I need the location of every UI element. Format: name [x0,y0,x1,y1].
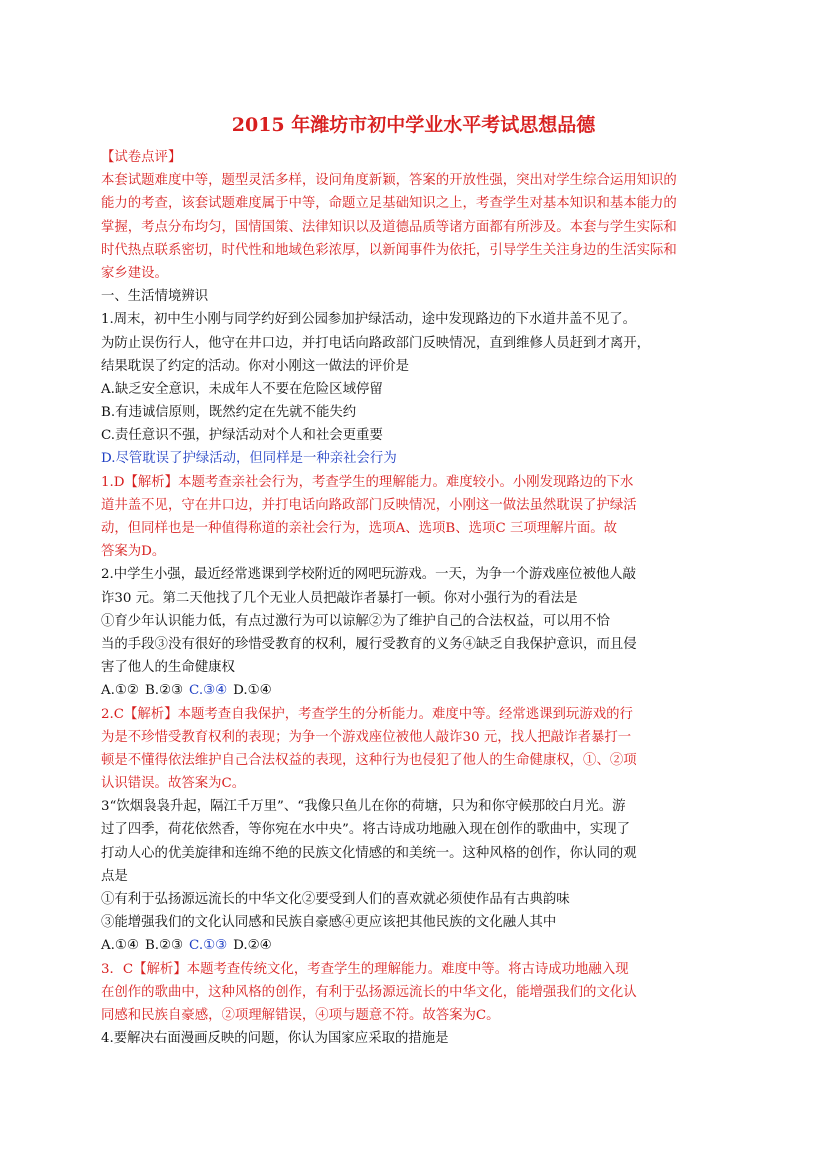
text-line: A.缺乏安全意识，未成年人不要在危险区域停留 [101,381,383,397]
text-line: 3．C【解析】本题考查传统文化，考查学生的理解能力。难度中等。将古诗成功地融入现 [101,961,629,977]
answer-option: A.①② [101,683,139,699]
text-line: 同感和民族自豪感，②项理解错误，④项与题意不符。故答案为C。 [101,1007,500,1023]
text-line: D.尽管耽误了护绿活动，但同样是一种亲社会行为 [101,451,397,467]
text-line: 害了他人的生命健康权 [101,660,235,676]
text-line: 认识错误。故答案为C。 [101,776,246,792]
text-line: 点是 [101,868,128,884]
answer-option: C.①③ [189,938,228,954]
text-line: 2.C【解析】本题考查自我保护，考查学生的分析能力。难度中等。经常逃课到玩游戏的行 [101,706,633,722]
text-line: 动，但同样也是一种值得称道的亲社会行为，选项A、选项B、选项C 三项理解片面。故 [101,521,618,536]
document-body [101,146,741,1050]
text-line: ①育少年认识能力低，有点过激行为可以谅解②为了维护自己的合法权益，可以用不恰 [101,613,610,629]
text-line: 1.D【解析】本题考查亲社会行为，考查学生的理解能力。难度较小。小刚发现路边的下水 [101,474,634,490]
text-line: 【试卷点评】 [101,150,182,165]
text-line: 1.周末，初中生小刚与同学约好到公园参加护绿活动，途中发现路边的下水道井盖不见了。 [101,312,637,328]
answer-option: D.②④ [233,938,272,954]
text-line: 本套试题难度中等，题型灵活多样，设问角度新颖，答案的开放性强，突出对学生综合运用知识的 [101,173,677,189]
text-line: C.责任意识不强，护绿活动对个人和社会更重要 [101,428,383,444]
text-line: 3“饮烟袅袅升起，隔江千万里”、“我像只鱼儿在你的荷塘，只为和你守候那皎白月光。游 [101,799,626,815]
document-title: 2015 年潍坊市初中学业水平考试思想品德 [231,114,596,136]
text-line: 能力的考查，该套试题难度属于中等，命题立足基础知识之上，考查学生对基本知识和基本能力的 [101,196,677,212]
text-line: 当的手段③没有很好的珍惜受教育的权利，履行受教育的义务④缺乏自我保护意识，而且侵 [101,636,637,652]
text-line: 一、生活情境辨识 [101,289,209,305]
text-line: 结果耽误了约定的活动。你对小刚这一做法的评价是 [101,358,409,374]
text-line: 时代热点联系密切，时代性和地域色彩浓厚，以新闻事件为依托，引导学生关注身边的生活实际和 [101,242,677,258]
answer-option: B.②③ [144,683,184,699]
answer-option: B.②③ [144,938,184,954]
text-line: 打动人心的优美旋律和连绵不绝的民族文化情感的和美统一。这种风格的创作，你认同的观 [101,845,637,861]
answer-options-line [101,679,741,702]
text-line: 过了四季，荷花依然香，等你宛在水中央”。将古诗成功地融入现在创作的歌曲中，实现了 [101,822,631,838]
text-line: B.有违诚信原则，既然约定在先就不能失约 [101,405,357,421]
text-line: 为是不珍惜受教育权利的表现；为争一个游戏座位被他人敲诈30 元，找人把敲诈者暴打一 [101,729,632,745]
answer-option: C.③④ [189,683,228,699]
answer-option: D.①④ [233,683,272,699]
text-line: 为防止误伤行人，他守在井口边，并打电话向路政部门反映情况，直到维修人员赶到才离开， [101,335,651,351]
text-line: 2.中学生小强，最近经常逃课到学校附近的网吧玩游戏。一天，为争一个游戏座位被他人敲 [101,567,637,583]
answer-option: A.①④ [101,938,139,954]
text-line: 家乡建设。 [101,265,168,281]
text-line: 掌握，考点分布均匀，国情国策、法律知识以及道德品质等诸方面都有所涉及。本套与学生实际和 [101,219,677,235]
text-line: 在创作的歌曲中，这种风格的创作，有利于弘扬源远流长的中华文化，能增强我们的文化认 [101,984,637,1000]
answer-options-line [101,934,741,957]
text-line: ③能增强我们的文化认同感和民族自豪感④更应该把其他民族的文化融人其中 [101,915,557,931]
text-line: ①有利于弘扬源远流长的中华文化②要受到人们的喜欢就必须使作品有古典韵味 [101,892,570,907]
text-line: 4.要解决右面漫画反映的问题，你认为国家应采取的措施是 [101,1031,449,1047]
text-line: 诈30 元。第二天他找了几个无业人员把敲诈者暴打一顿。你对小强行为的看法是 [101,590,578,606]
text-line: 顿是不懂得依法维护自己合法权益的表现，这种行为也侵犯了他人的生命健康权，①、②项 [101,752,637,768]
text-line: 答案为D。 [101,544,166,560]
text-line: 道井盖不见，守在井口边，并打电话向路政部门反映情况，小刚这一做法虽然耽误了护绿活 [101,497,637,513]
